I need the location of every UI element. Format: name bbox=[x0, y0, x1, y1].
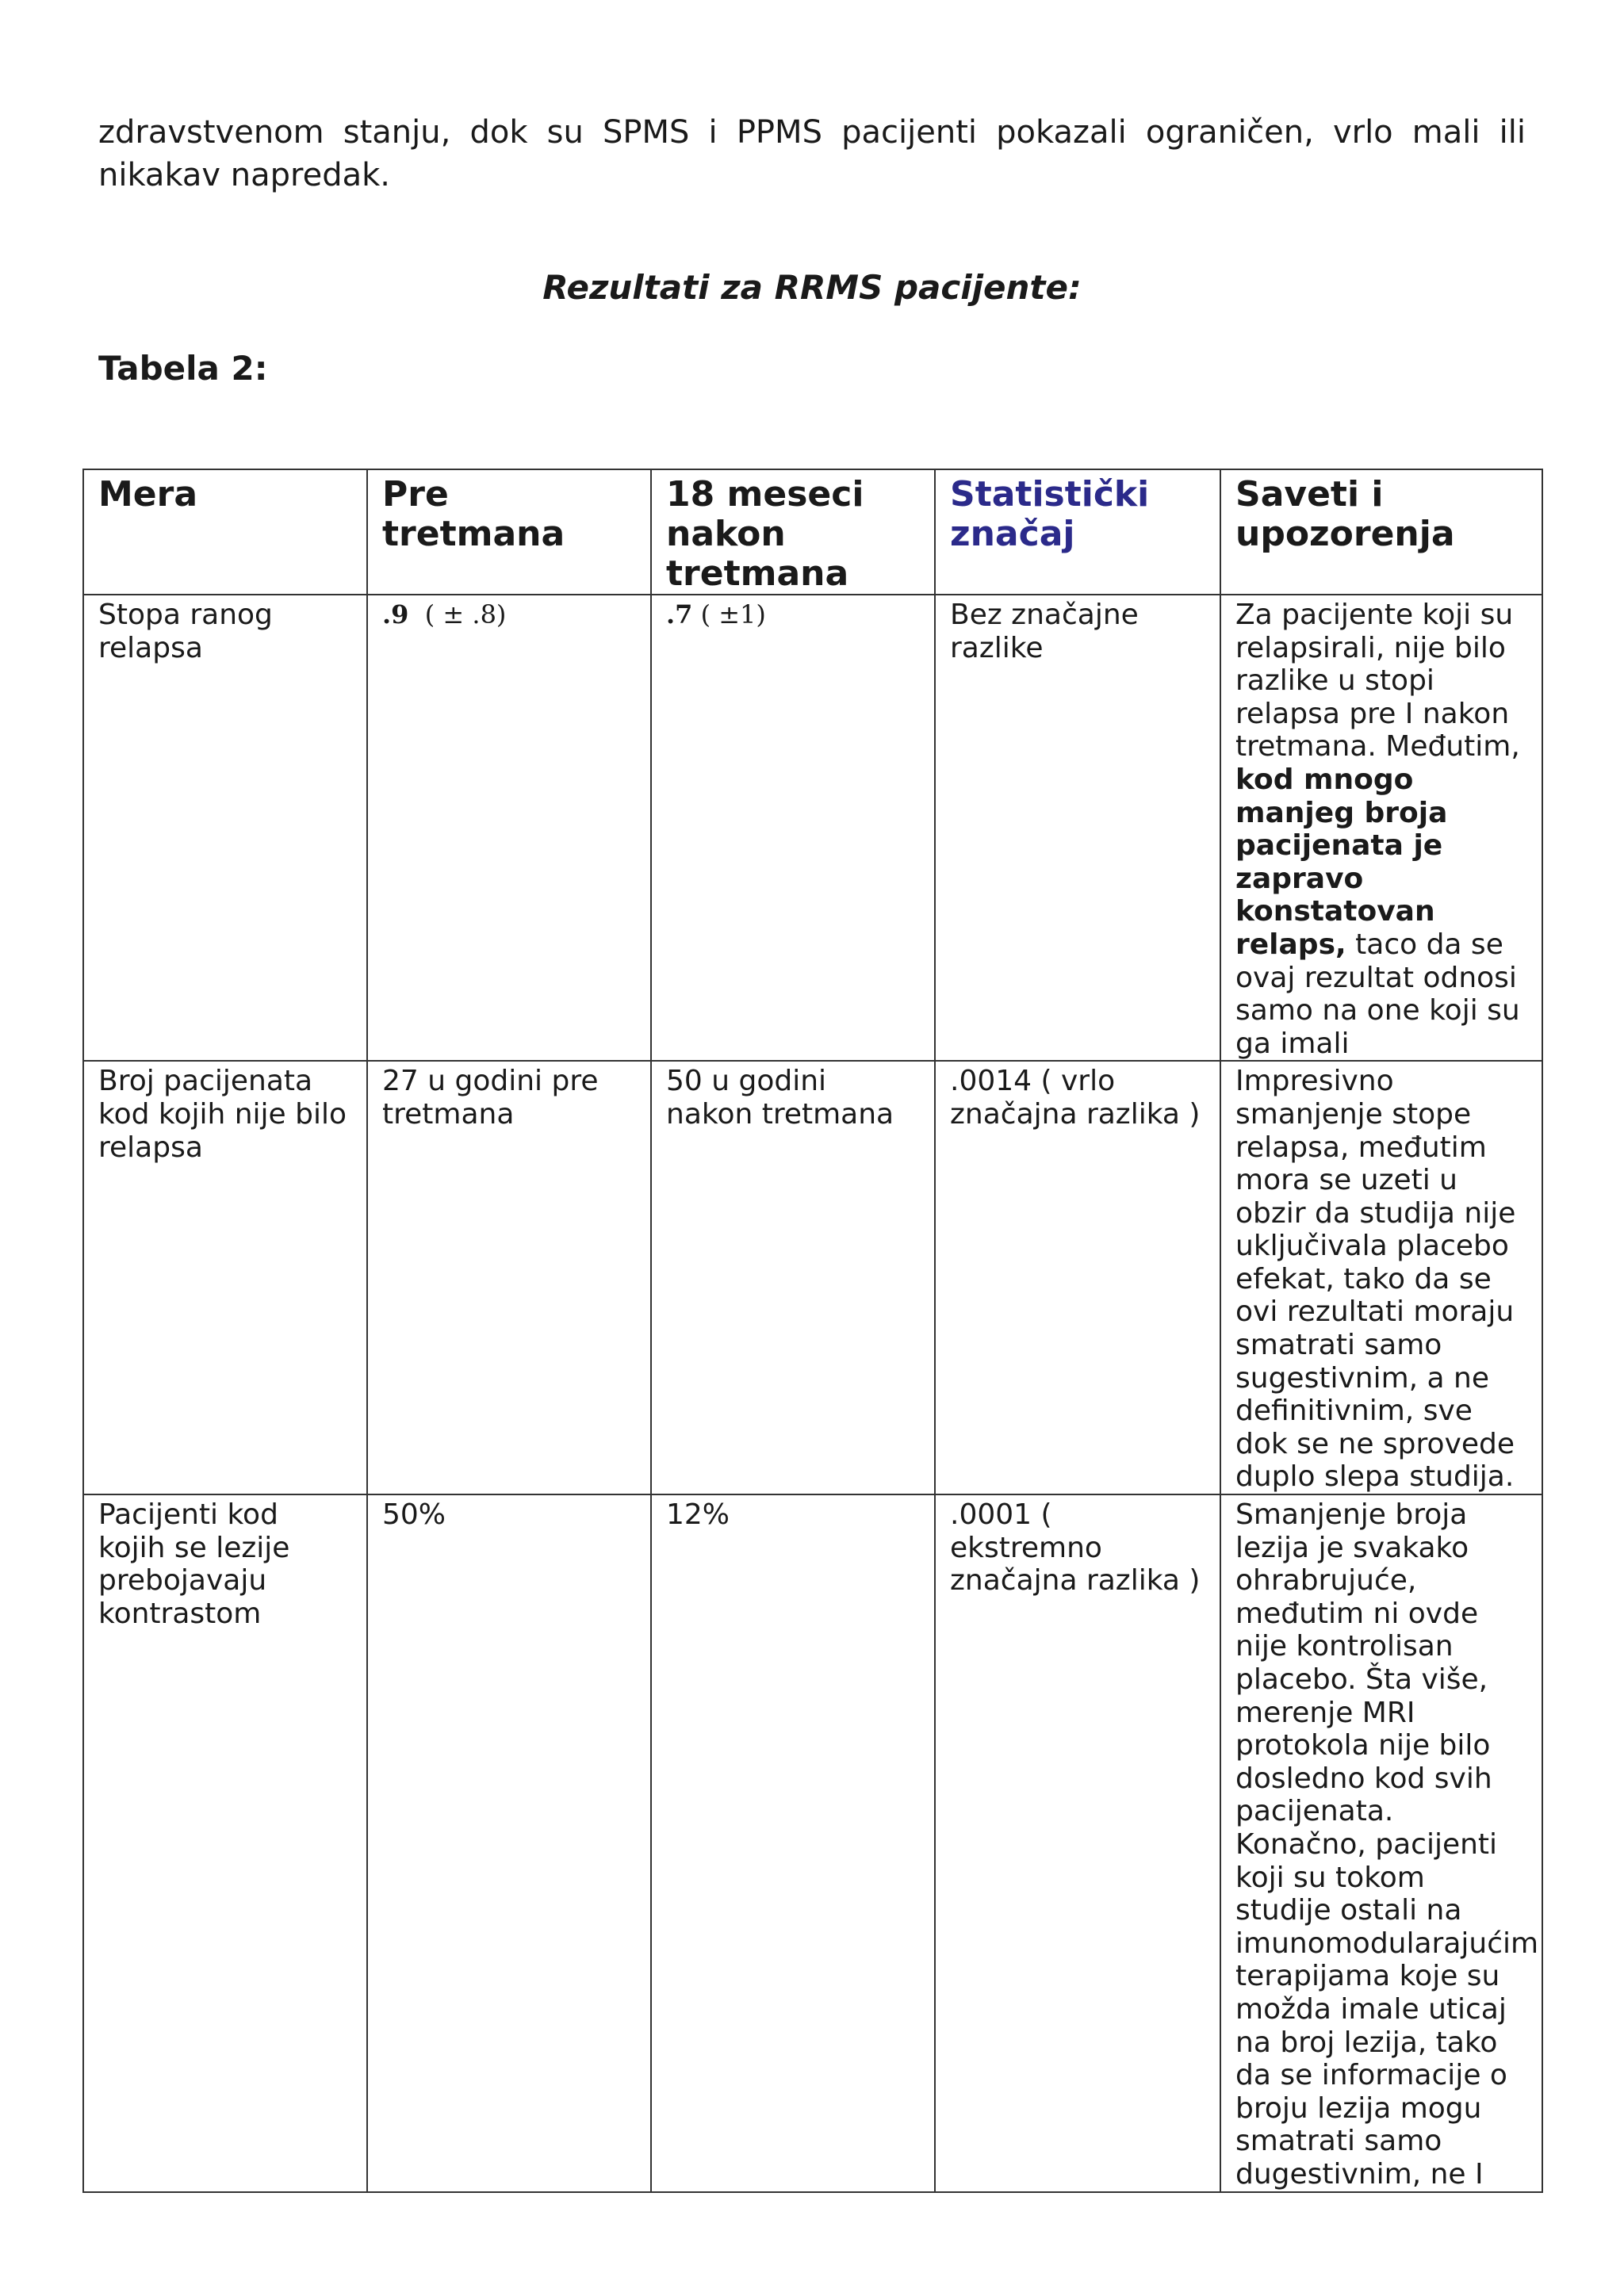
cell-measure: Stopa ranog relapsa bbox=[83, 595, 367, 1061]
cell-significance: Bez značajne razlike bbox=[935, 595, 1220, 1061]
intro-paragraph: zdravstvenom stanju, dok su SPMS i PPMS pacijenti pokazali ograničen, vrlo mali ili nikakav napredak. bbox=[98, 114, 1526, 193]
header-before: Pre tretmana bbox=[367, 469, 651, 595]
header-advice: Saveti i upozorenja bbox=[1220, 469, 1542, 595]
after-value: .7 bbox=[666, 599, 693, 629]
cell-before: 50% bbox=[367, 1494, 651, 2191]
cell-measure: Pacijenti kod kojih se lezije prebojavaju kontrastom bbox=[83, 1494, 367, 2191]
advice-emphasis: kod mnogo manjeg broja pacijenata je zapravo konstatovan relaps, bbox=[1235, 763, 1448, 961]
cell-after: 12% bbox=[651, 1494, 935, 2191]
cell-measure: Broj pacijenata kod kojih nije bilo relapsa bbox=[83, 1061, 367, 1494]
cell-significance: .0001 ( ekstremno značajna razlika ) bbox=[935, 1494, 1220, 2191]
header-measure: Mera bbox=[83, 469, 367, 595]
table-row bbox=[83, 1061, 1542, 1494]
cell-advice: Smanjenje broja lezija je svakako ohrabrujuće, međutim ni ovde nije kontrolisan placebo. Šta više, merenje MRI protokola nije bilo dosledno kod svih pacijenata. Konačno, pacijenti koji su tokom studije ostali na imunomodularajućim terapijama koje su možda imale uticaj na broj lezija, tako da se informacije o broju lezija mogu smatrati samo dugestivnim, ne I bbox=[1220, 1494, 1542, 2191]
advice-text-end: taco da se ovaj rezultat odnosi samo na one koji su ga imali bbox=[1235, 928, 1520, 1060]
advice-text: Za pacijente koji su relapsirali, nije bilo razlike u stopi relapsa pre I nakon tretmana. Međutim, bbox=[1235, 599, 1520, 763]
table-label: Tabela 2: bbox=[98, 349, 268, 388]
cell-advice bbox=[1220, 595, 1542, 1061]
table-row bbox=[83, 595, 1542, 1061]
cell-before bbox=[367, 595, 651, 1061]
after-sd: ( ±1) bbox=[700, 599, 766, 629]
table-row bbox=[83, 1494, 1542, 2191]
results-table bbox=[82, 469, 1543, 2193]
before-sd: ( ± .8) bbox=[424, 599, 507, 629]
table-header-row bbox=[83, 469, 1542, 595]
cell-before: 27 u godini pre tretmana bbox=[367, 1061, 651, 1494]
cell-significance: .0014 ( vrlo značajna razlika ) bbox=[935, 1061, 1220, 1494]
cell-after: 50 u godini nakon tretmana bbox=[651, 1061, 935, 1494]
before-value: .9 bbox=[382, 599, 409, 629]
header-significance: Statistički značaj bbox=[935, 469, 1220, 595]
section-heading: Rezultati za RRMS pacijente: bbox=[542, 268, 1082, 307]
cell-advice: Impresivno smanjenje stope relapsa, međutim mora se uzeti u obzir da studija nije uključivala placebo efekat, tako da se ovi rezultati moraju smatrati samo sugestivnim, a ne definitivnim, sve dok se ne sprovede duplo slepa studija. bbox=[1220, 1061, 1542, 1494]
header-after: 18 meseci nakon tretmana bbox=[651, 469, 935, 595]
cell-after bbox=[651, 595, 935, 1061]
